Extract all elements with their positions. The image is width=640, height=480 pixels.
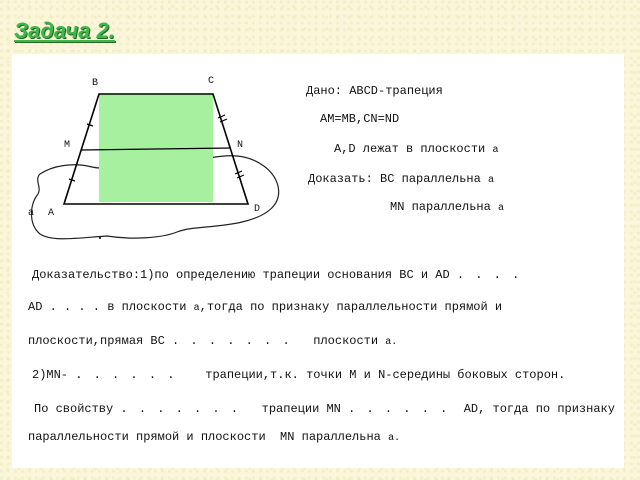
prove-header: Доказать: BC параллельна a <box>308 172 495 186</box>
proof-line2: AD . . . . в плоскости a,тогда по признаку параллельности прямой и <box>28 300 503 314</box>
prove-line2: MN параллельна a <box>390 200 505 214</box>
plane-symbol: a <box>488 175 495 186</box>
label-a: A <box>48 208 55 219</box>
content-panel <box>12 54 624 468</box>
task-title: Задача 2. <box>14 18 115 43</box>
given-line3: A,D лежат в плоскости a <box>334 142 499 156</box>
label-c: C <box>208 76 215 87</box>
plane-symbol: a <box>498 203 505 214</box>
proof-line3: плоскости,прямая BC . . . . . . . плоскости a. <box>28 334 398 348</box>
label-n: N <box>237 140 244 151</box>
label-d: D <box>254 204 261 215</box>
label-b: B <box>92 78 99 89</box>
proof-line1: Доказательство:1)по определению трапеции основания BC и AD . . . . <box>32 268 522 282</box>
given-line2: AM=MB,CN=ND <box>320 112 400 126</box>
given-header: Дано: ABCD-трапеция <box>306 84 443 98</box>
label-plane-a: a <box>28 208 35 219</box>
tick-cd-2b <box>237 175 244 178</box>
proof-line4: 2)MN- . . . . . . трапеции,т.к. точки M и N-середины боковых сторон. <box>32 368 566 382</box>
plane-symbol: a <box>492 145 499 156</box>
small-dot <box>99 237 101 239</box>
proof-line5: По свойству . . . . . . . трапеции MN . . . . . . AD, тогда по признаку <box>34 402 615 416</box>
proof-line6: параллельности прямой и плоскости MN параллельна a. <box>28 430 401 444</box>
label-m: M <box>64 140 71 151</box>
